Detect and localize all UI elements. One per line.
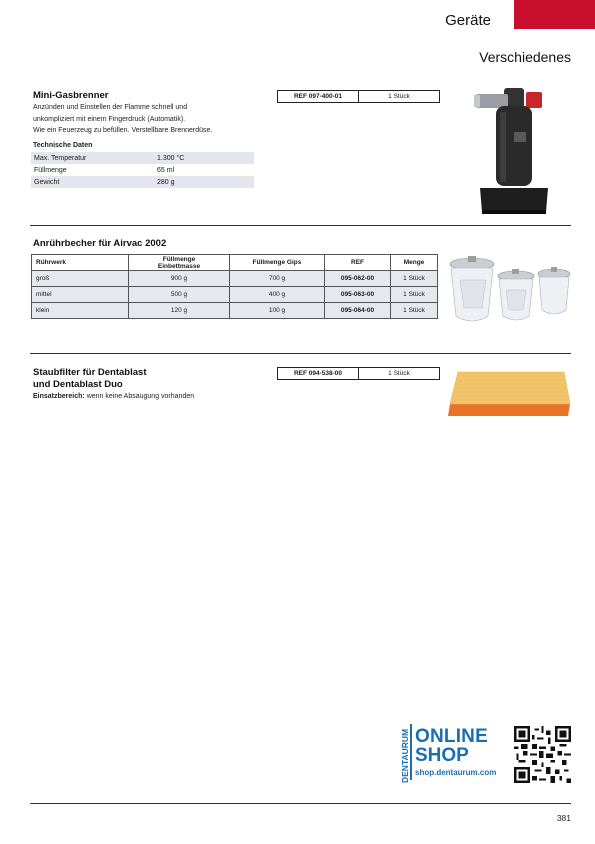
dust-filter-image	[446, 370, 574, 420]
ref-number: REF 097-400-01	[278, 91, 359, 102]
burner-description	[33, 102, 212, 137]
cell: mittel	[32, 287, 129, 303]
divider	[30, 353, 571, 354]
cups-title: Anrührbecher für Airvac 2002	[33, 238, 167, 249]
table-row	[32, 271, 438, 287]
ref-number: REF 094-538-00	[278, 368, 359, 379]
tech-row	[31, 176, 254, 188]
footer-divider	[30, 803, 571, 804]
tech-value: 65 ml	[157, 166, 175, 174]
shop-line-shop: SHOP	[415, 745, 469, 766]
filter-usage	[33, 391, 194, 403]
burner-desc-line: Anzünden und Einstellen der Flamme schnell und	[33, 104, 188, 111]
col-header-line: Einbettmasse	[157, 262, 201, 270]
table-row	[32, 287, 438, 303]
col-header: Menge	[391, 255, 438, 271]
tech-label: Füllmenge	[34, 166, 67, 174]
col-header: Rührwerk	[32, 255, 129, 271]
filter-ref-box	[277, 367, 440, 380]
cell: 900 g	[129, 271, 230, 287]
table-header-row	[32, 255, 438, 271]
ref-quantity: 1 Stück	[388, 370, 410, 377]
ref-quantity: 1 Stück	[388, 93, 410, 100]
cell: 500 g	[129, 287, 230, 303]
burner-desc-line: unkompliziert mit einem Fingerdruck (Automatik).	[33, 115, 186, 123]
tech-label: Gewicht	[31, 176, 154, 188]
col-header-line: Füllmenge	[162, 255, 196, 263]
cups-table	[31, 254, 438, 319]
cell: 095-064-00	[325, 303, 391, 319]
section-title: Verschiedenes	[479, 49, 571, 65]
usage-label: Einsatzbereich:	[33, 393, 85, 400]
tech-row	[31, 152, 254, 164]
page-number: 381	[556, 813, 571, 823]
cell: groß	[32, 271, 129, 287]
burner-desc-line: Wie ein Feuerzeug zu befüllen. Verstellbare Brennerdüse.	[33, 127, 213, 134]
tech-label: Max. Temperatur	[31, 152, 154, 164]
cell: 100 g	[230, 303, 325, 319]
tech-data-table	[31, 152, 254, 188]
gas-burner-image	[470, 84, 550, 216]
cell: 1 Stück	[391, 287, 438, 303]
table-row	[32, 303, 438, 319]
burner-ref-box	[277, 90, 440, 103]
usage-text: wenn keine Absaugung vorhanden	[86, 393, 195, 400]
cell: 400 g	[230, 287, 325, 303]
shop-line-online: ONLINE	[415, 726, 488, 747]
cell: 095-063-00	[325, 287, 391, 303]
tech-value: 1.300 °C	[154, 152, 254, 164]
filter-title-line: und Dentablast Duo	[33, 379, 123, 390]
header-accent-tab	[514, 0, 595, 29]
filter-title-line: Staubfilter für Dentablast	[33, 367, 147, 378]
divider	[30, 225, 571, 226]
tech-row	[31, 164, 254, 176]
col-header: REF	[325, 255, 391, 271]
brand-text: DENTAURUM	[400, 728, 410, 783]
col-header	[129, 255, 230, 271]
cell: 120 g	[129, 303, 230, 319]
mixing-cups-image	[446, 250, 576, 330]
page-title: Geräte	[445, 12, 491, 29]
cell: 700 g	[230, 271, 325, 287]
cell: 1 Stück	[391, 303, 438, 319]
qr-code-icon[interactable]	[514, 726, 571, 783]
tech-heading: Technische Daten	[33, 142, 93, 149]
burner-title: Mini-Gasbrenner	[33, 90, 109, 101]
cell: 095-062-00	[325, 271, 391, 287]
col-header: Füllmenge Gips	[230, 255, 325, 271]
cell: 1 Stück	[391, 271, 438, 287]
tech-value: 280 g	[154, 176, 254, 188]
filter-title	[33, 367, 147, 391]
cell: klein	[32, 303, 129, 319]
shop-url-link[interactable]: shop.dentaurum.com	[415, 768, 497, 777]
